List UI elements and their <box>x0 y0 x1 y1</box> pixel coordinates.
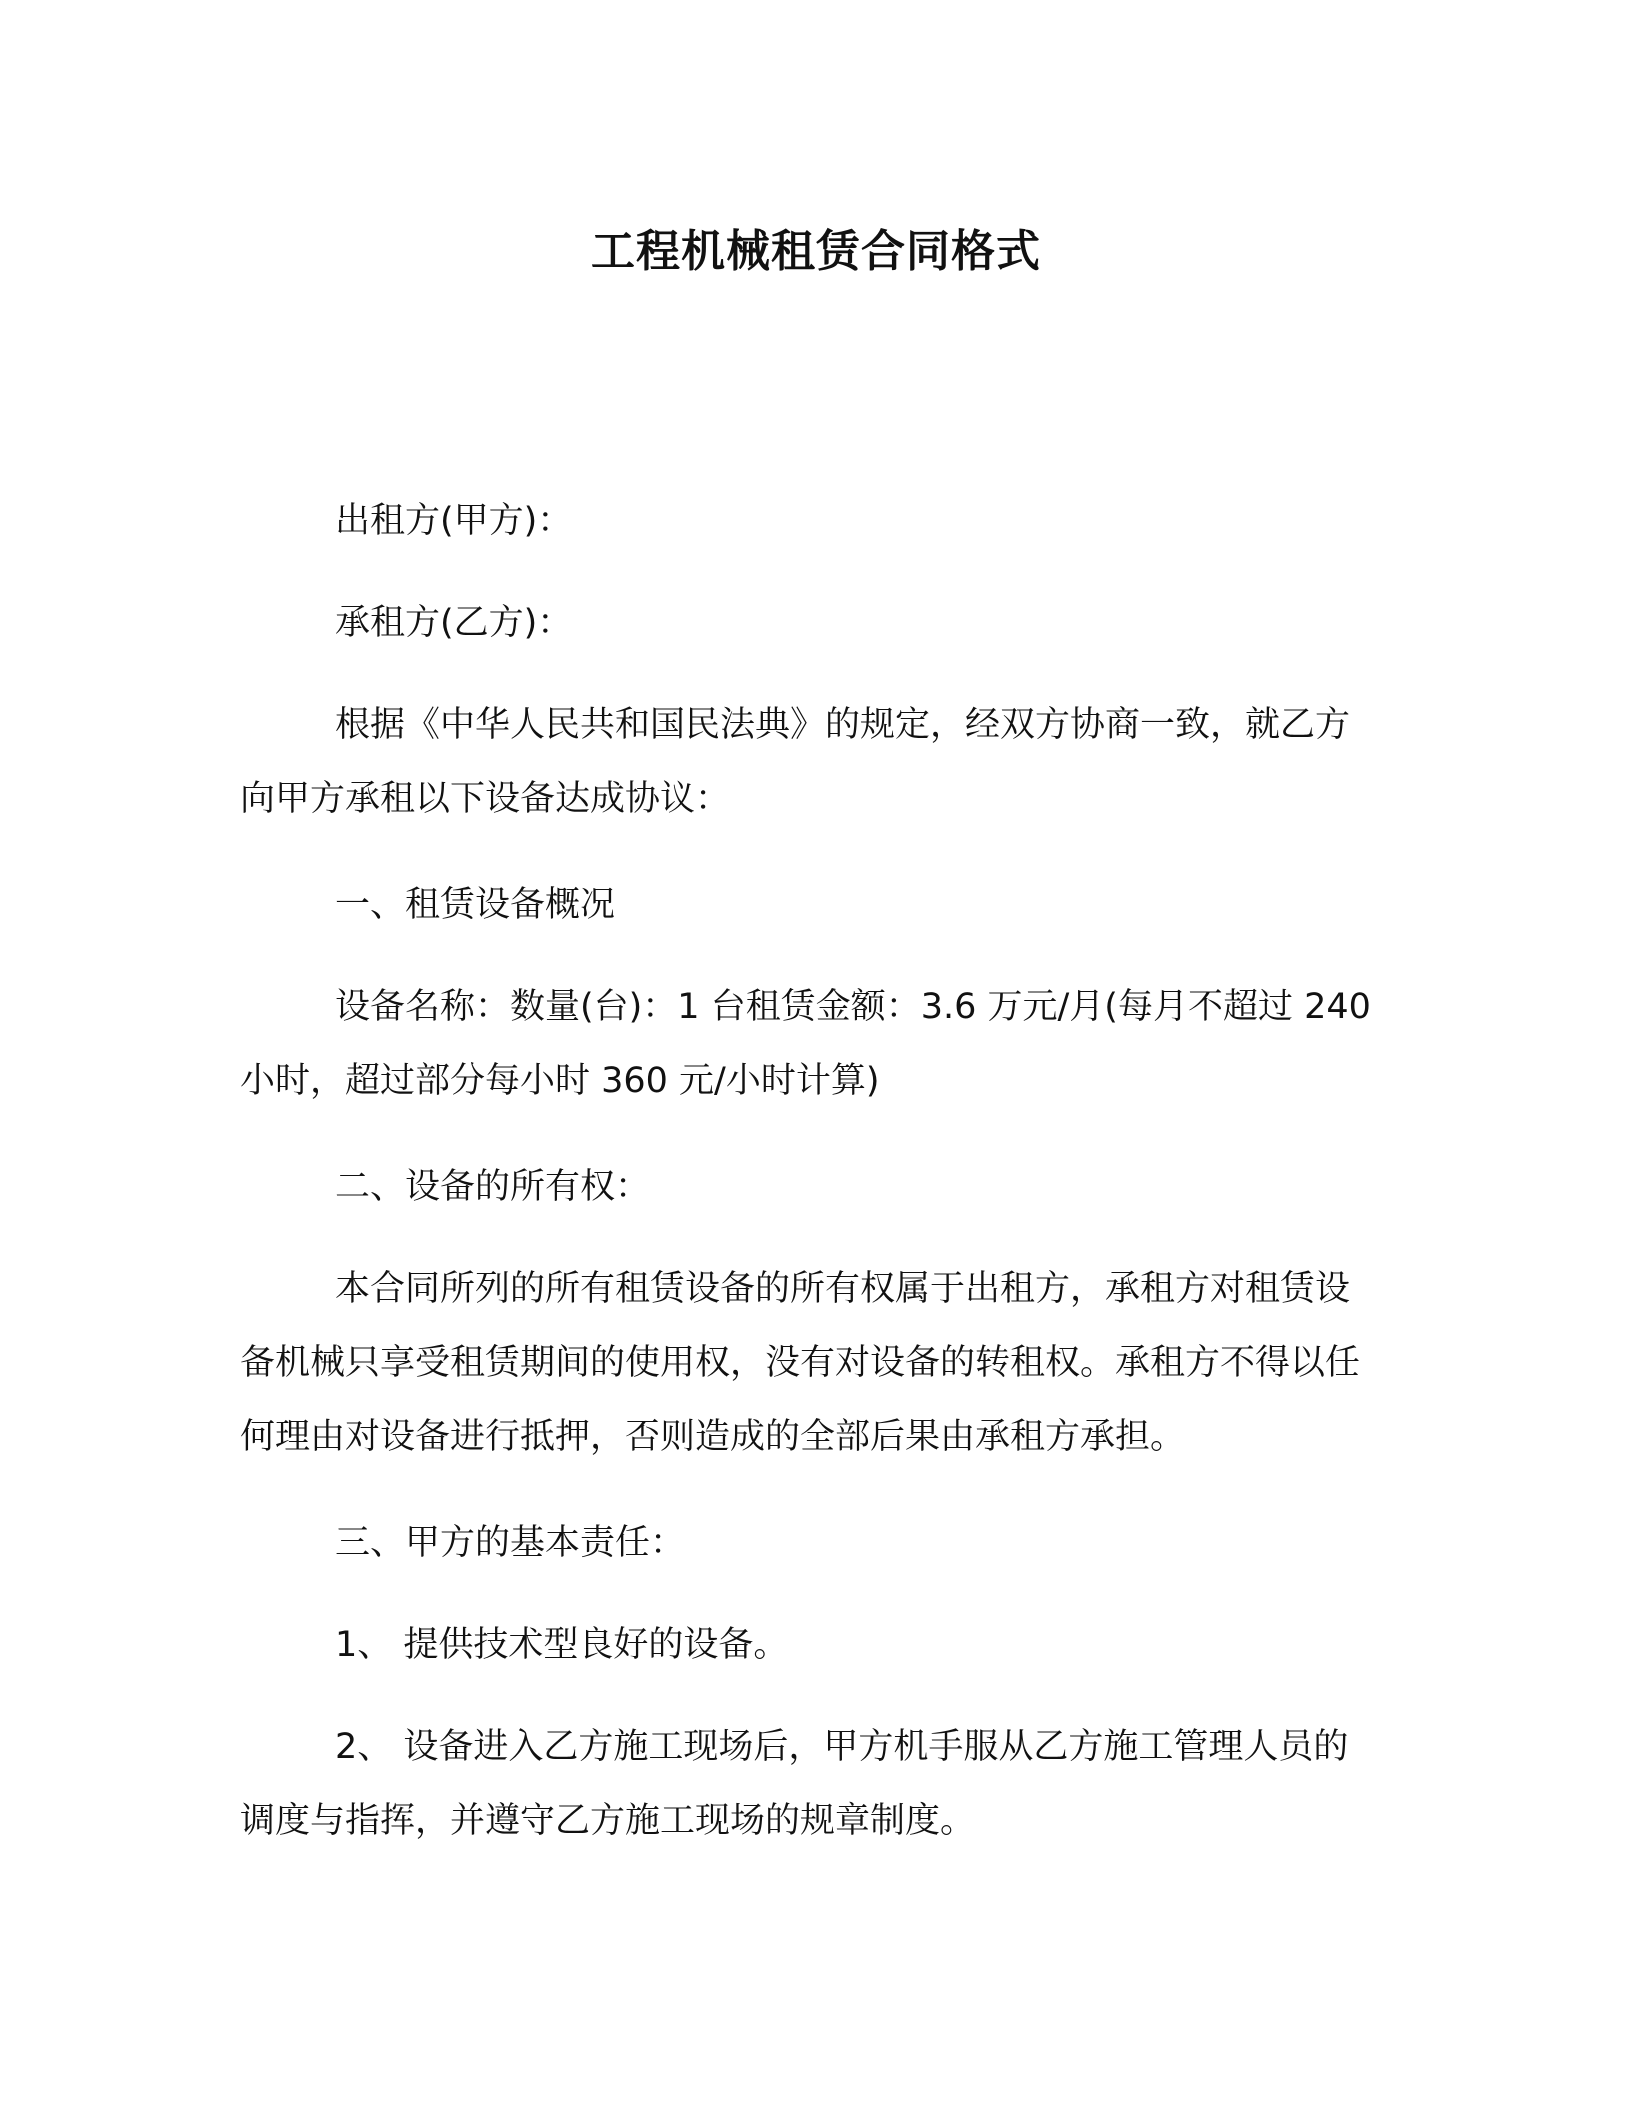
section-heading-party-a-duties: 三、甲方的基本责任： <box>335 1523 686 1563</box>
section-heading-equipment-overview: 一、租赁设备概况 <box>335 885 616 925</box>
list-item-duty-1: 1、 提供技术型良好的设备。 <box>335 1625 789 1665</box>
paragraph-ownership: 本合同所列的所有租赁设备的所有权属于出租方，承租方对租赁设备机械只享受租赁期间的使用权，没有对设备的转租权。承租方不得以任何理由对设备进行抵押，否则造成的全部后果由承租方承担。 <box>240 1269 1361 1457</box>
paragraph-equipment-details: 设备名称：数量(台)：1 台租赁金额：3.6 万元/月(每月不超过 240 小时，超过部分每小时 360 元/小时计算) <box>240 987 1371 1101</box>
paragraph-preamble: 根据《中华人民共和国民法典》的规定，经双方协商一致，就乙方向甲方承租以下设备达成协议： <box>240 705 1351 819</box>
section-heading-ownership: 二、设备的所有权： <box>335 1167 651 1207</box>
list-item-duty-2: 2、 设备进入乙方施工现场后，甲方机手服从乙方施工管理人员的调度与指挥，并遵守乙方施工现场的规章制度。 <box>240 1727 1349 1841</box>
document-title: 工程机械租赁合同格式 <box>591 226 1041 277</box>
paragraph-lessee: 承租方(乙方)： <box>335 603 573 643</box>
paragraph-lessor: 出租方(甲方)： <box>335 501 573 541</box>
